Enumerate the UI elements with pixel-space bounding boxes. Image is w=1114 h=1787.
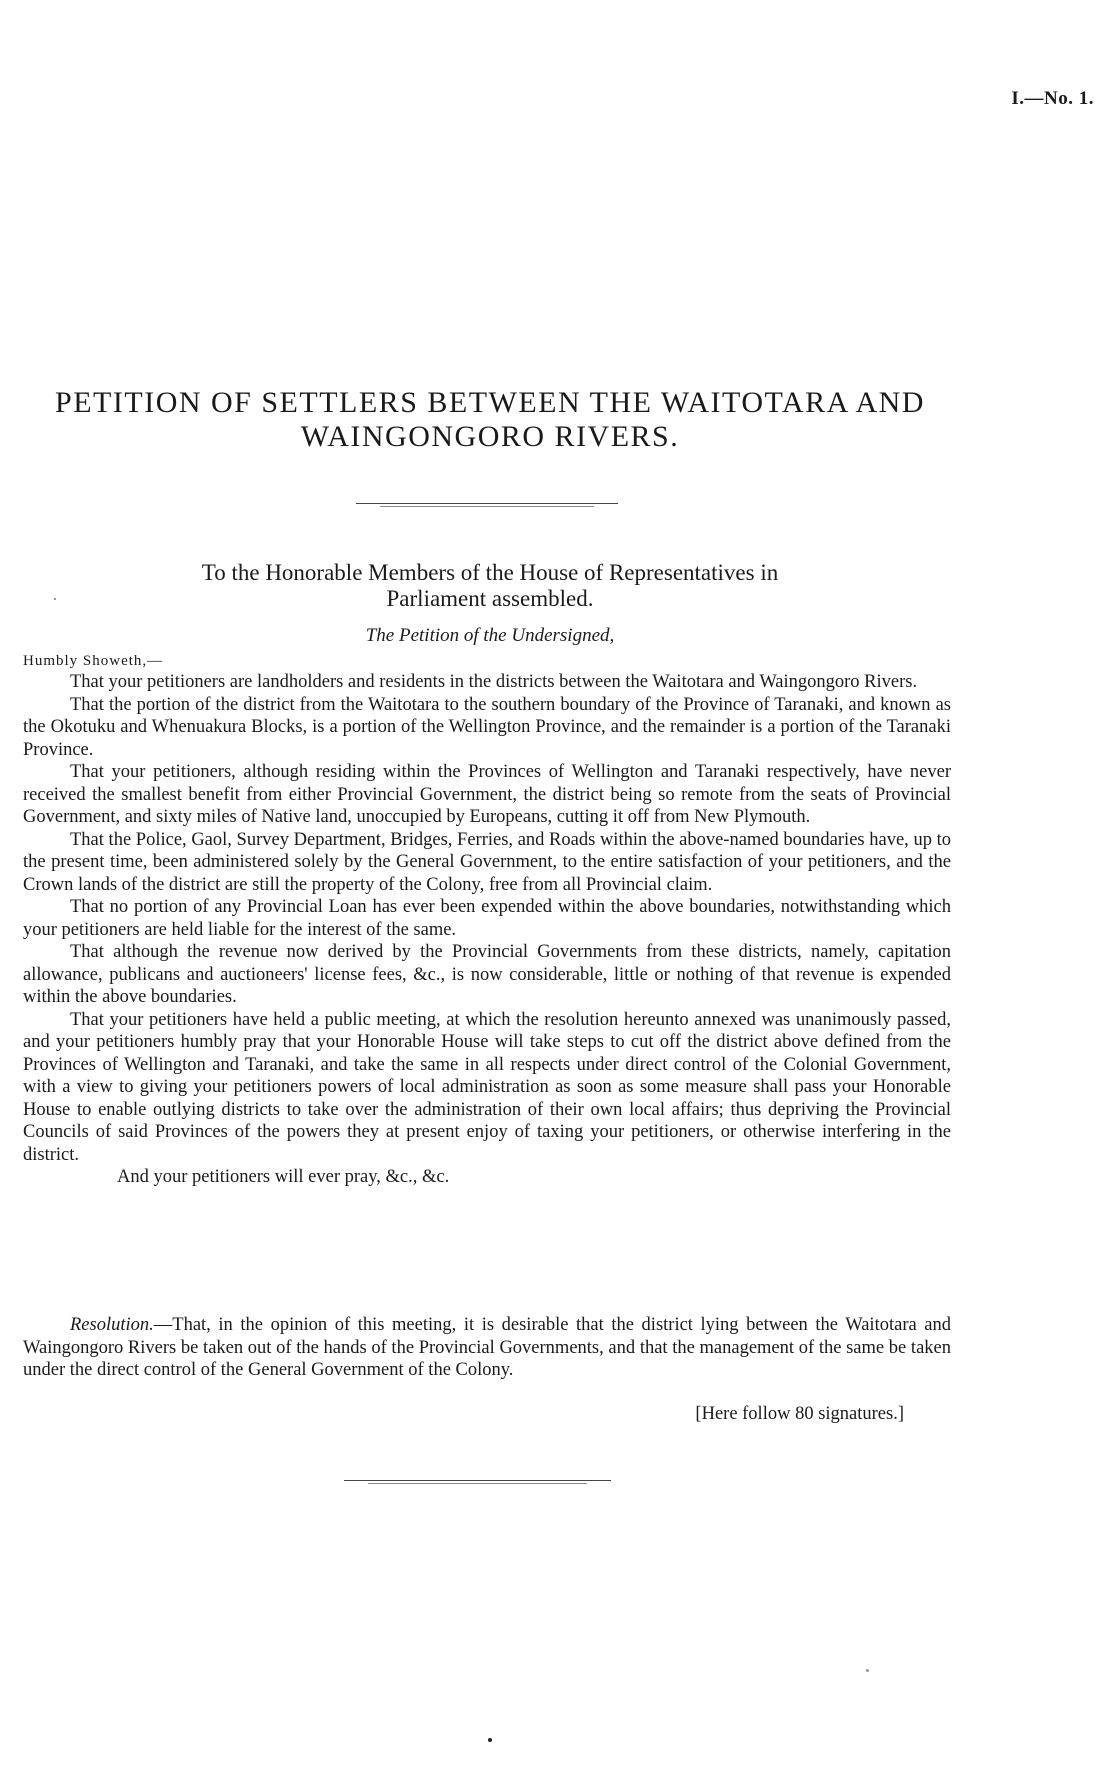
page-reference: I.—No. 1. — [1011, 88, 1094, 109]
page-speck — [488, 1738, 492, 1742]
title-divider — [356, 503, 618, 504]
title-divider-secondary — [380, 506, 594, 507]
closing-line: And your petitioners will ever pray, &c., &c. — [117, 1167, 450, 1187]
salutation: Humbly Showeth,— — [23, 653, 164, 669]
paragraph: That your petitioners are landholders and residents in the districts between the Waitotara and Waingongoro Rivers. — [70, 672, 918, 692]
address-line-1: To the Honorable Members of the House of Representatives in — [201, 560, 779, 585]
paragraph: That the portion of the district from the Waitotara to the southern boundary of the Province of Taranaki, and known as the Okotuku and Whenuakura Blocks, is a portion of the Wellington Province, and the remainder is a portion of the Taranaki Province. — [23, 694, 951, 760]
page-speck — [866, 1669, 869, 1672]
resolution-label: Resolution. — [70, 1315, 154, 1335]
page-speck — [54, 598, 56, 600]
paragraph: That your petitioners, although residing within the Provinces of Wellington and Taranaki respectively, have never received the smallest benefit from either Provincial Government, the district being so remote from the seats of Provincial Government, and sixty miles of Native land, unoccupied by Europeans, cutting it off from New Plymouth. — [23, 762, 951, 827]
title-line-2: WAINGONGORO RIVERS. — [300, 420, 680, 453]
signatures-note: [Here follow 80 signatures.] — [695, 1404, 904, 1424]
paragraph: That no portion of any Provincial Loan has ever been expended within the above boundaries, notwithstanding which your petitioners are held liable for the interest of the same. — [23, 897, 951, 940]
paragraph: That your petitioners have held a public meeting, at which the resolution hereunto annexed was unanimously passed, and your petitioners humbly pray that your Honorable House will take steps to cut off the district above defined from the Provinces of Wellington and Taranaki, and take the same in all respects under direct control of the Colonial Government, with a view to giving your petitioners powers of local administration as soon as some measure shall pass your Honorable House to enable outlying districts to take over the administration of their own local affairs; thus depriving the Provincial Councils of said Provinces of the powers they at present enjoy of taxing your petitioners, or otherwise interfering in the district. — [23, 1009, 951, 1165]
resolution-paragraph — [23, 1314, 951, 1382]
title-line-1: PETITION OF SETTLERS BETWEEN THE WAITOTARA AND — [55, 386, 925, 419]
end-divider — [344, 1480, 611, 1481]
petition-body — [23, 671, 951, 1189]
address-line-2: Parliament assembled. — [386, 586, 594, 611]
address-heading — [0, 560, 980, 612]
paragraph: That the Police, Gaol, Survey Department, Bridges, Ferries, and Roads within the above-named boundaries have, up to the present time, been administered solely by the General Government, to the entire satisfaction of your petitioners, and the Crown lands of the district are still the property of the Colony, free from all Provincial claim. — [23, 829, 951, 895]
resolution-text: —That, in the opinion of this meeting, it is desirable that the district lying between the Waitotara and Waingongoro Rivers be taken out of the hands of the Provincial Governments, and that the management of the same be taken under the direct control of the General Government of the Colony. — [23, 1315, 951, 1380]
end-divider-secondary — [368, 1483, 587, 1484]
petition-of-line: The Petition of the Undersigned, — [365, 625, 615, 646]
document-title — [0, 386, 980, 454]
paragraph: That although the revenue now derived by the Provincial Governments from these districts, namely, capitation allowance, publicans and auctioneers' license fees, &c., is now considerable, little or nothing of that revenue is expended within the above boundaries. — [23, 942, 951, 1007]
